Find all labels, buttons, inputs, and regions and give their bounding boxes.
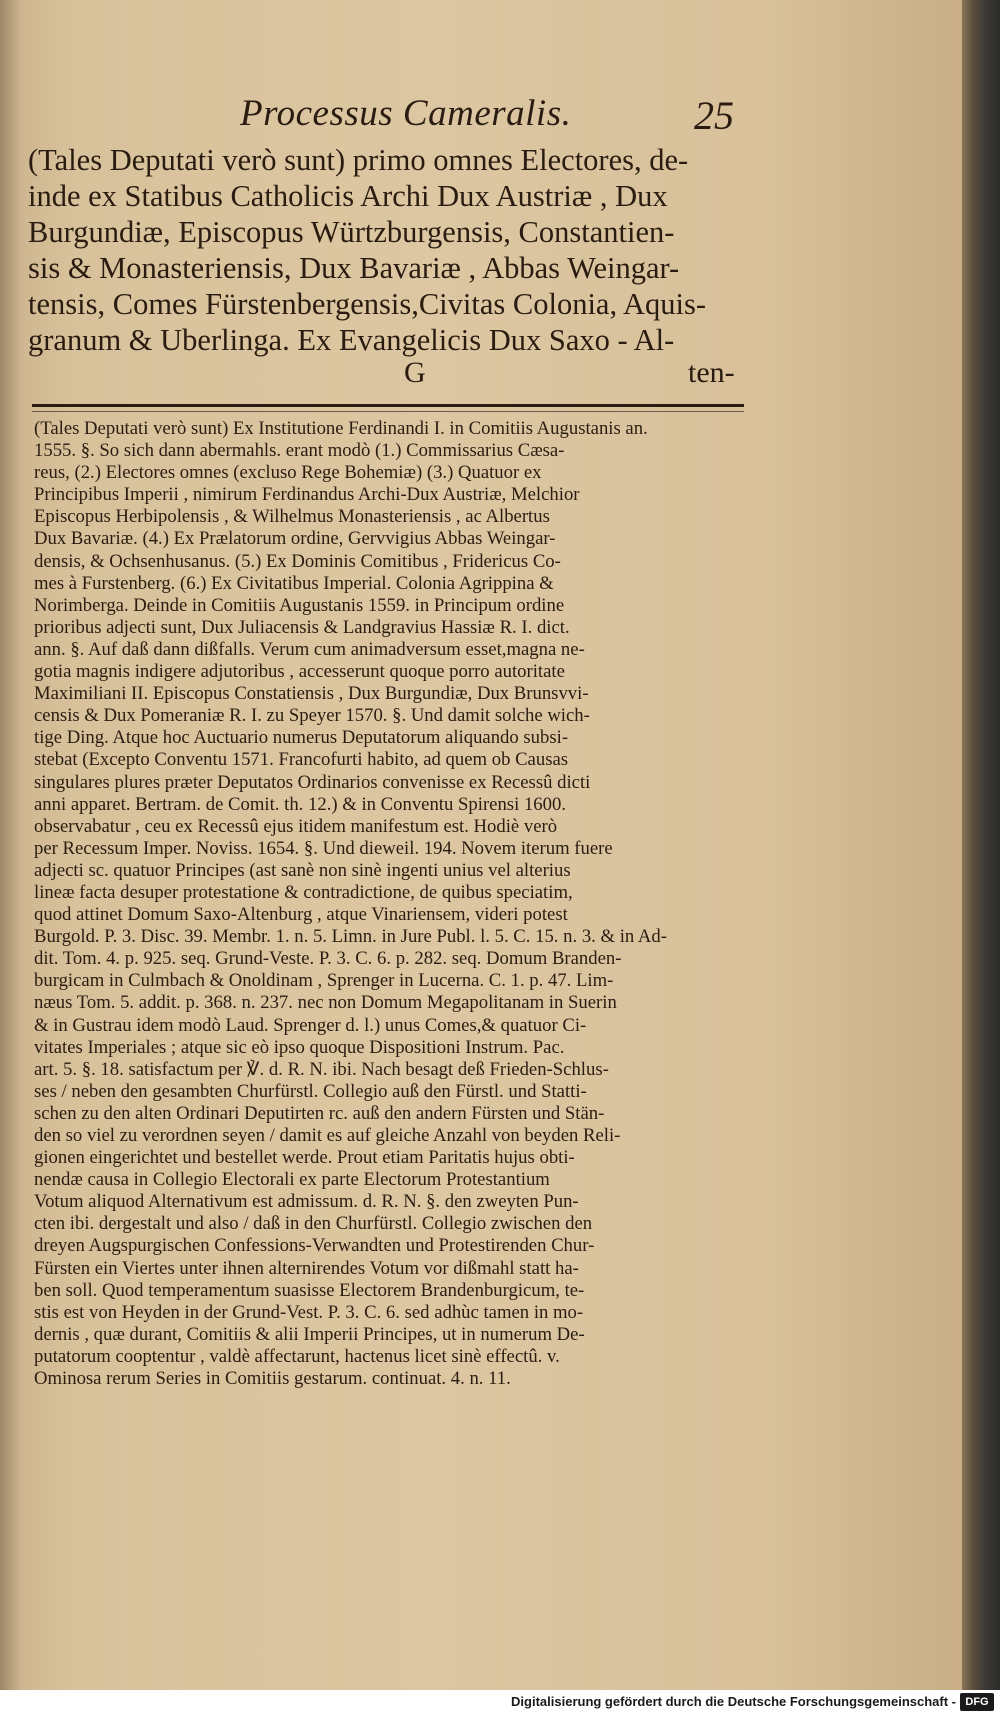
main-text-line: inde ex Statibus Catholicis Archi Dux Austriæ , Dux	[28, 179, 668, 213]
footnote-line: Dux Bavariæ. (4.) Ex Prælatorum ordine, Gervvigius Abbas Weingar-	[34, 528, 556, 550]
footnote-line: stis est von Heyden in der Grund-Vest. P. 3. C. 6. sed adhùc tamen in mo-	[34, 1301, 584, 1323]
footnote-line: ses / neben den gesambten Churfürstl. Collegio auß den Fürstl. und Statti-	[34, 1080, 587, 1102]
footnote-line: Maximiliani II. Episcopus Constatiensis , Dux Burgundiæ, Dux Brunsvvi-	[34, 683, 589, 705]
footer-bar	[0, 1690, 1000, 1716]
book-edge	[962, 0, 1000, 1690]
footnote-line: næus Tom. 5. addit. p. 368. n. 237. nec non Domum Megapolitanam in Suerin	[34, 992, 617, 1014]
main-text-line: Burgundiæ, Episcopus Würtzburgensis, Constantien-	[28, 215, 675, 249]
footnote-line: schen zu den alten Ordinari Deputirten rc. auß den andern Fürsten und Stän-	[34, 1102, 605, 1124]
footer-credit: Digitalisierung gefördert durch die Deutsche Forschungsgemeinschaft -	[511, 1694, 956, 1709]
dfg-logo-icon: DFG	[960, 1693, 994, 1711]
footnote-line: ben soll. Quod temperamentum suasisse Electorem Brandenburgicum, te-	[34, 1279, 585, 1301]
main-text-line: granum & Uberlinga. Ex Evangelicis Dux Saxo - Al-	[28, 323, 675, 357]
footnote-line: gotia magnis indigere adjutoribus , accesserunt quoque porro autoritate	[34, 661, 565, 683]
footnote-line: densis, & Ochsenhusanus. (5.) Ex Dominis Comitibus , Fridericus Co-	[34, 550, 561, 572]
footnote-line: adjecti sc. quatuor Principes (ast sanè non sinè ingenti unius vel alterius	[34, 859, 571, 881]
footnote-block	[34, 418, 744, 1390]
footnote-line: quod attinet Domum Saxo-Altenburg , atque Vinariensem, videri potest	[34, 904, 568, 926]
footnote-line: dit. Tom. 4. p. 925. seq. Grund-Veste. P. 3. C. 6. p. 282. seq. Domum Branden-	[34, 948, 622, 970]
footnote-line: Votum aliquod Alternativum est admissum. d. R. N. §. den zweyten Pun-	[34, 1191, 579, 1213]
main-text-block	[28, 142, 744, 358]
catchword: ten-	[688, 356, 735, 389]
footnote-line: lineæ facta desuper protestatione & contradictione, de quibus speciatim,	[34, 881, 573, 903]
footnote-line: Principibus Imperii , nimirum Ferdinandus Archi-Dux Austriæ, Melchior	[34, 484, 580, 506]
spine-shadow	[0, 0, 22, 1690]
footnote-line: den so viel zu verordnen seyen / damit es auf gleiche Anzahl von beyden Reli-	[34, 1125, 621, 1146]
footnote-line: vitates Imperiales ; atque sic eò ipso quoque Dispositioni Instrum. Pac.	[34, 1036, 565, 1058]
footnote-line: tige Ding. Atque hoc Auctuario numerus Deputatorum aliquando subsi-	[34, 727, 569, 749]
footnote-line: Episcopus Herbipolensis , & Wilhelmus Monasteriensis , ac Albertus	[34, 506, 550, 528]
footnote-separator-rule	[32, 404, 744, 407]
footnote-line: gionen eingerichtet und bestellet werde. Prout etiam Paritatis hujus obti-	[34, 1147, 575, 1169]
footnote-line: nendæ causa in Collegio Electorali ex parte Electorum Protestantium	[34, 1169, 550, 1191]
main-text-line: (Tales Deputati verò sunt) primo omnes Electores, de-	[28, 143, 689, 177]
page-number: 25	[694, 93, 734, 138]
footnote-line: cten ibi. dergestalt und also / daß in den Churfürstl. Collegio zwischen den	[34, 1213, 593, 1235]
footnote-line: anni apparet. Bertram. de Comit. th. 12.) & in Conventu Spirensi 1600.	[34, 793, 566, 815]
main-text-line: tensis, Comes Fürstenbergensis,Civitas Colonia, Aquis-	[28, 287, 707, 321]
footnote-line: dernis , quæ durant, Comitiis & alii Imperii Principes, ut in numerum De-	[34, 1323, 585, 1345]
footnote-line: observabatur , ceu ex Recessû ejus itidem manifestum est. Hodiè verò	[34, 815, 558, 837]
footnote-line: Ominosa rerum Series in Comitiis gestarum. continuat. 4. n. 11.	[34, 1368, 511, 1390]
footnote-line: putatorum cooptentur , valdè affectarunt, hactenus licet sinè effectû. v.	[34, 1345, 560, 1367]
footnote-line: stebat (Excepto Conventu 1571. Francofurti habito, ad quem ob Causas	[34, 749, 569, 771]
main-text-line: sis & Monasteriensis, Dux Bavariæ , Abbas Weingar-	[28, 251, 680, 285]
footnote-line: Fürsten ein Viertes unter ihnen alternirendes Votum vor dißmahl statt ha-	[34, 1257, 579, 1279]
footnote-line: burgicam in Culmbach & Onoldinam , Sprenger in Lucerna. C. 1. p. 47. Lim-	[34, 970, 614, 992]
footnote-line: art. 5. §. 18. satisfactum per ℣. d. R. N. ibi. Nach besagt deß Frieden-Schlus-	[34, 1058, 609, 1080]
footnote-line: (Tales Deputati verò sunt) Ex Institutione Ferdinandi I. in Comitiis Augustanis an.	[34, 418, 648, 439]
footnote-line: & in Gustrau idem modò Laud. Sprenger d. l.) unus Comes,& quatuor Ci-	[34, 1014, 587, 1036]
signature-mark: G	[404, 356, 426, 389]
footnote-line: prioribus adjecti sunt, Dux Juliacensis & Landgravius Hassiæ R. I. dict.	[34, 616, 570, 638]
footnote-line: mes à Furstenberg. (6.) Ex Civitatibus Imperial. Colonia Agrippina &	[34, 572, 554, 594]
footnote-line: singulares plures præter Deputatos Ordinarios convenisse ex Recessû dicti	[34, 771, 591, 793]
footnote-line: dreyen Augspurgischen Confessions-Verwandten und Protestirenden Chur-	[34, 1235, 595, 1257]
footnote-line: Burgold. P. 3. Disc. 39. Membr. 1. n. 5. Limn. in Jure Publ. l. 5. C. 15. n. 3. & in Ad-	[34, 926, 667, 948]
footnote-line: Norimberga. Deinde in Comitiis Augustanis 1559. in Principum ordine	[34, 594, 565, 616]
footnote-line: reus, (2.) Electores omnes (excluso Rege Bohemiæ) (3.) Quatuor ex	[34, 462, 542, 484]
footnote-separator-rule-thin	[32, 411, 744, 412]
footnote-line: ann. §. Auf daß dann dißfalls. Verum cum animadversum esset,magna ne-	[34, 638, 585, 660]
footnote-line: per Recessum Imper. Noviss. 1654. §. Und dieweil. 194. Novem iterum fuere	[34, 837, 613, 859]
footnote-line: 1555. §. So sich dann abermahls. erant modò (1.) Commissarius Cæsa-	[34, 440, 565, 462]
running-head: Processus Cameralis.	[240, 93, 572, 134]
footnote-line: censis & Dux Pomeraniæ R. I. zu Speyer 1570. §. Und damit solche wich-	[34, 705, 590, 727]
